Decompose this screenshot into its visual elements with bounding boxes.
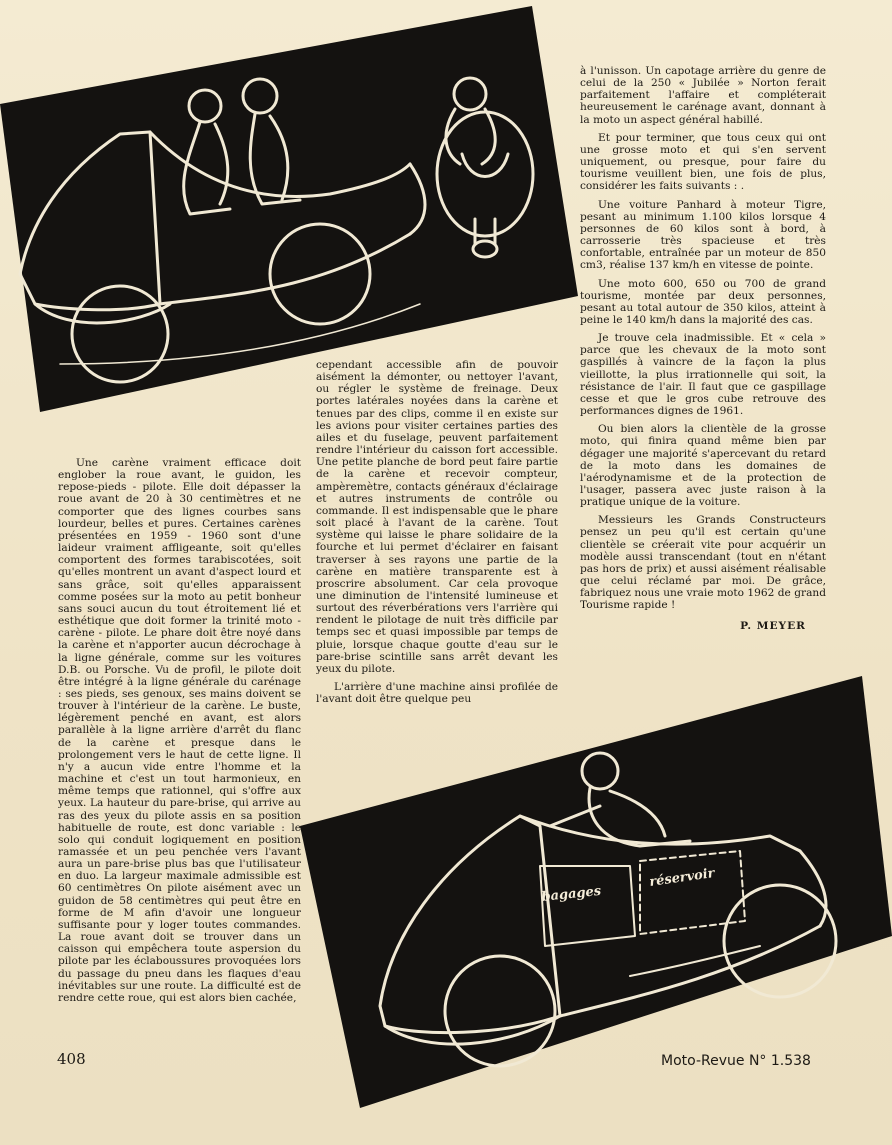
paragraph: Une moto 600, 650 ou 700 de grand tourisme, montée par deux personnes, pesant au total autour de 350 kilos, atteint à peine le 140 km/h dans la majorité des cas. — [580, 277, 826, 326]
paragraph: Et pour terminer, que tous ceux qui ont une grosse moto et qui s'en servent uniquement, ou presque, pour faire du tourisme veuillent bien, une fois de plus, considérer les faits suivants : . — [580, 131, 826, 193]
page-number: 408 — [57, 1050, 86, 1068]
paragraph: Une carène vraiment efficace doit englober la roue avant, le guidon, les repose-pieds - pilote. Elle doit dépasser la roue avant de 20 à 30 centimètres et ne comporter que des lignes courbes sans lourdeur, belles et pures. Certaines carènes présentées en 1959 - 1960 sont d'une laideur vraiment affligeante, soit qu'elles comportent des formes tarabiscotées, soit qu'elles montrent un avant d'aspect lourd et sans grâce, soit qu'elles apparaissent comme posées sur la moto au petit bonheur sans souci aucun du tout étroitement lié et esthétique que doit former la trinité moto - carène - pilote. Le phare doit être noyé dans la carène et n'apporter aucun décrochage à la ligne générale, comme sur les voitures D.B. ou Porsche. Vu de profil, le pilote doit être intégré à la ligne générale du carénage : ses pieds, ses genoux, ses mains doivent se trouver à l'intérieur de la carène. Le buste, légèrement penché en avant, est alors parallèle à la ligne arrière d'arrêt du flanc de la carène et presque dans le prolongement vers le haut de cette ligne. Il n'y a aucun vide entre l'homme et la machine et c'est un tout harmonieux, en même temps que rationnel, qui s'offre aux yeux. La hauteur du pare-brise, qui arrive au ras des yeux du pilote assis en sa position habituelle de route, est donc variable : le solo qui conduit logiquement en position ramassée et un peu penchée vers l'avant aura un pare-brise plus bas que l'utilisateur en duo. La largeur maximale admissible est 60 centimètres On pilote aisément avec un guidon de 58 centimètres qui peut être en forme de M afin d'avoir une longueur suffisante pour y loger toutes commandes. La roue avant doit se trouver dans un caisson qui empêchera toute aspersion du pilote par les éclaboussures provoquées lors du passage du pneu dans les flaques d'eau inévitables sur une route. La difficulté est de rendre cette roue, qui est alors bien cachée, — [58, 457, 301, 1004]
paragraph: L'arrière d'une machine ainsi profilée de l'avant doit être quelque peu — [316, 681, 558, 706]
paragraph: Je trouve cela inadmissible. Et « cela » parce que les chevaux de la moto sont gaspillés à vaincre de la façon la plus vieillotte, la plus irrationnelle qui soit, la résistance de l'air. Il faut que ce gaspillage cesse et que le gros cube retrouve des performances dignes de 1961. — [580, 332, 826, 418]
illustration-solo-fairing — [300, 676, 892, 1108]
article-column-3 — [580, 65, 826, 632]
luggage-label: bagages — [540, 883, 602, 905]
magazine-issue: Moto-Revue N° 1.538 — [661, 1053, 811, 1069]
article-column-2 — [316, 359, 558, 705]
illustration-duo-fairing — [0, 4, 578, 412]
tank-label: réservoir — [648, 865, 716, 890]
paragraph: Une voiture Panhard à moteur Tigre, pesant au minimum 1.100 kilos lorsque 4 personnes de 60 kilos sont à bord, à carrosserie très spacieuse et très confortable, entraînée par un moteur de 850 cm3, réalise 137 km/h en vitesse de pointe. — [580, 198, 826, 272]
paragraph: à l'unisson. Un capotage arrière du genre de celui de la 250 « Jubilée » Norton ferait parfaitement l'affaire et compléterait heureusement le carénage avant, donnant à la moto un aspect général habillé. — [580, 65, 826, 126]
paragraph: Ou bien alors la clientèle de la grosse moto, qui finira quand même bien par dégager une majorité s'apercevant du retard de la moto dans les domaines de l'aérodynamisme et de la protection de l'usager, passera avec juste raison à la pratique unique de la voiture. — [580, 423, 826, 509]
paragraph: Messieurs les Grands Constructeurs pensez un peu qu'il est certain qu'une clientèle se créerait vite pour acquérir un modèle aussi transcendant (tout en n'étant pas hors de prix) et aussi aisément réalisable que celui réclamé par moi. De grâce, fabriquez nous une vraie moto 1962 de grand Tourisme rapide ! — [580, 514, 826, 612]
article-column-1 — [58, 457, 301, 1004]
paragraph: cependant accessible afin de pouvoir aisément la démonter, ou nettoyer l'avant, ou régler le système de freinage. Deux portes latérales noyées dans la carène et tenues par des clips, comme il en existe sur les avions pour visiter certaines parties des ailes et du fuselage, peuvent parfaitement rendre l'intérieur du caisson fort accessible. Une petite planche de bord peut faire partie de la carène et recevoir compteur, ampèremètre, contacts généraux d'éclairage et autres instruments de contrôle ou commande. Il est indispensable que le phare soit placé à l'avant de la carène. Tout système qui laisse le phare solidaire de la fourche et lui permet d'éclairer en faisant traverser à ses rayons une partie de la carène en matière transparente est à proscrire absolument. Car cela provoque une diminution de l'intensité lumineuse et surtout des réverbérations vers l'arrière qui rendent le pilotage de nuit très difficile par temps sec et quasi impossible par temps de pluie, lorsque chaque goutte d'eau sur le pare-brise scintille sans arrêt devant les yeux du pilote. — [316, 359, 558, 675]
author-signature: P. MEYER — [740, 619, 806, 632]
